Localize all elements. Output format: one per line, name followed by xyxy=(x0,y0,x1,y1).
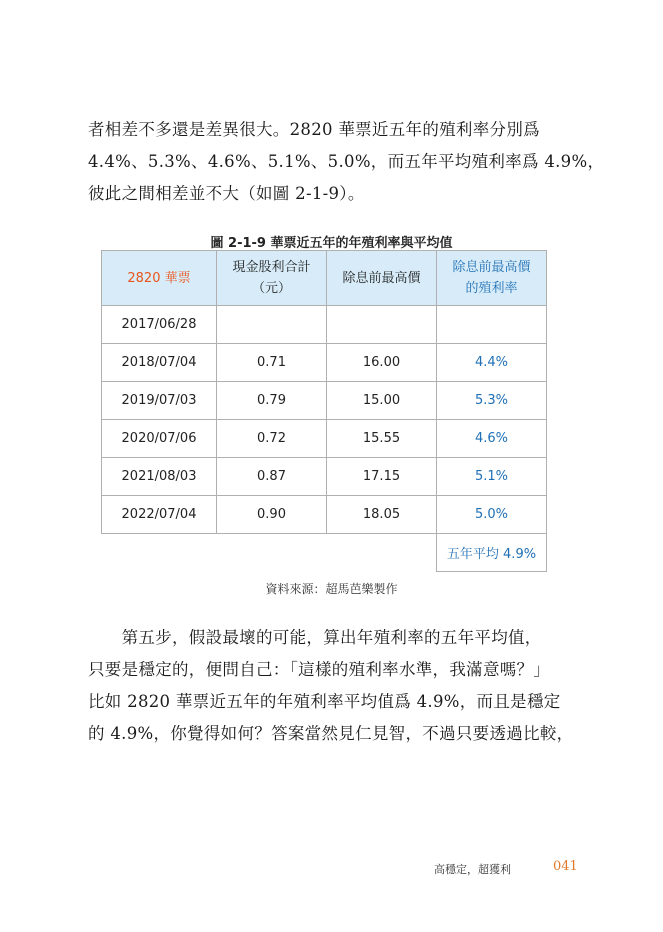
cell-date: 2022/07/04 xyxy=(102,496,217,534)
cell-price: 15.00 xyxy=(327,382,437,420)
cell-date: 2020/07/06 xyxy=(102,420,217,458)
cell-yield: 4.4% xyxy=(437,344,547,382)
table-row xyxy=(102,458,547,496)
header-yield xyxy=(437,251,547,306)
figure-source: 資料來源：超馬芭樂製作 xyxy=(265,582,398,596)
cell-yield: 5.3% xyxy=(437,382,547,420)
header-high-price: 除息前最高價 xyxy=(327,251,437,306)
cell-dividend: 0.87 xyxy=(217,458,327,496)
body-paragraph-1 xyxy=(88,114,605,210)
table-header-row xyxy=(102,251,547,306)
text-line: 第五步，假設最壞的可能，算出年殖利率的五年平均值， xyxy=(88,628,542,647)
cell-price xyxy=(327,306,437,344)
cell-yield: 5.0% xyxy=(437,496,547,534)
running-footer-title: 高穩定，超獲利 xyxy=(434,863,511,876)
cell-dividend: 0.72 xyxy=(217,420,327,458)
cell-price: 15.55 xyxy=(327,420,437,458)
cell-price: 17.15 xyxy=(327,458,437,496)
header-line: 現金股利合計 xyxy=(232,260,311,275)
text-line: 比如 2820 華票近五年的年殖利率平均值爲 4.9%，而且是穩定 xyxy=(88,692,561,711)
cell-price: 18.05 xyxy=(327,496,437,534)
cell-yield xyxy=(437,306,547,344)
cell-dividend: 0.71 xyxy=(217,344,327,382)
table-row xyxy=(102,306,547,344)
figure-caption: 圖 2-1-9 華票近五年的年殖利率與平均值 xyxy=(210,236,453,251)
header-stock-name: 2820 華票 xyxy=(102,251,217,306)
text-line: 的 4.9%，你覺得如何？答案當然見仁見智，不過只要透過比較， xyxy=(88,724,574,743)
header-line: 的殖利率 xyxy=(465,281,518,296)
cell-dividend: 0.90 xyxy=(217,496,327,534)
table-row xyxy=(102,344,547,382)
average-row xyxy=(102,534,547,572)
table-row xyxy=(102,382,547,420)
table-row xyxy=(102,496,547,534)
cell-date: 2021/08/03 xyxy=(102,458,217,496)
cell-dividend: 0.79 xyxy=(217,382,327,420)
text-line: 4.4%、5.3%、4.6%、5.1%、5.0%，而五年平均殖利率爲 4.9%， xyxy=(88,152,605,171)
page-number: 041 xyxy=(553,859,578,874)
header-line: 除息前最高價 xyxy=(452,260,531,275)
cell-yield: 5.1% xyxy=(437,458,547,496)
cell-price: 16.00 xyxy=(327,344,437,382)
header-line: （元） xyxy=(251,281,291,296)
table-row xyxy=(102,420,547,458)
cell-date: 2018/07/04 xyxy=(102,344,217,382)
body-paragraph-2 xyxy=(88,622,588,750)
text-line: 彼此之間相差並不大（如圖 2-1-9）。 xyxy=(88,184,365,203)
cell-dividend xyxy=(217,306,327,344)
cell-date: 2017/06/28 xyxy=(102,306,217,344)
cell-yield: 4.6% xyxy=(437,420,547,458)
text-line: 只要是穩定的，便問自己：「這樣的殖利率水準，我滿意嗎？」 xyxy=(88,660,551,679)
cell-date: 2019/07/03 xyxy=(102,382,217,420)
five-year-average-cell: 五年平均 4.9% xyxy=(437,534,547,572)
header-cash-dividend xyxy=(217,251,327,306)
text-line: 者相差不多還是差異很大。2820 華票近五年的殖利率分別爲 xyxy=(88,120,540,139)
dividend-yield-table xyxy=(101,250,547,572)
